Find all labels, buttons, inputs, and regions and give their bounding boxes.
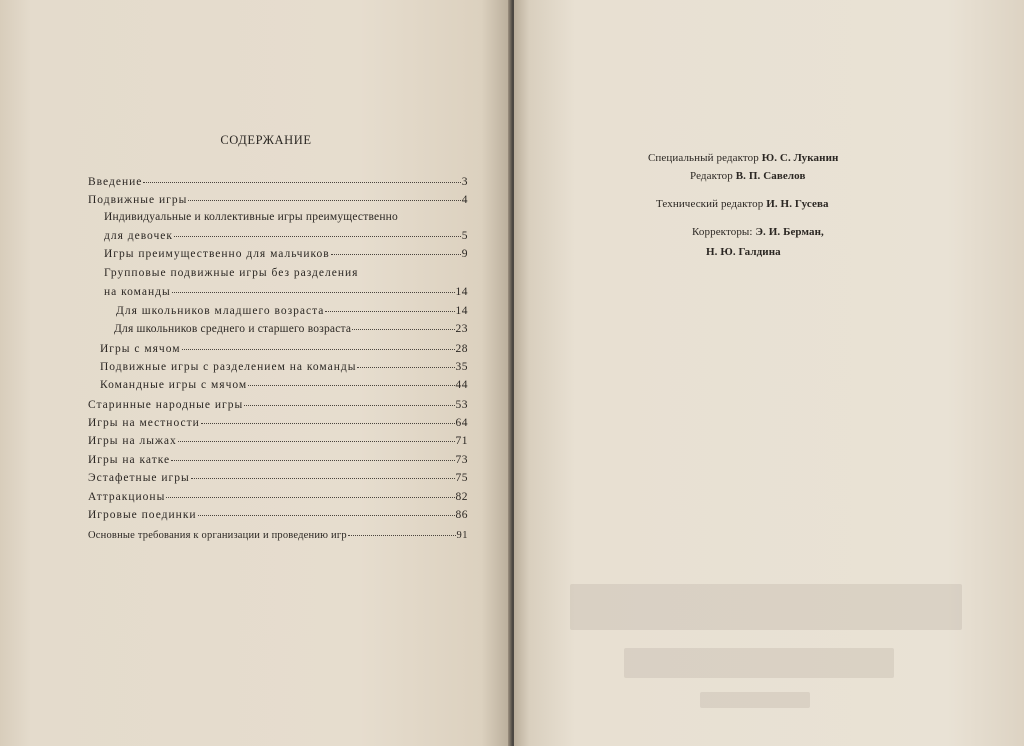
toc-entry bbox=[114, 321, 468, 335]
dot-leader bbox=[348, 525, 456, 536]
special-editor-line bbox=[648, 152, 838, 164]
toc-entry-page: 5 bbox=[461, 230, 468, 242]
toc-entry bbox=[104, 228, 468, 242]
toc-entry-label: Индивидуальные и коллективные игры преимущественно bbox=[104, 211, 398, 223]
toc-entry-label: Игры с мячом bbox=[100, 343, 181, 355]
tech-editor-line bbox=[656, 198, 829, 210]
editor-name: В. П. Савелов bbox=[735, 170, 806, 182]
dot-leader bbox=[166, 487, 454, 498]
toc-entry-page: 91 bbox=[456, 530, 468, 541]
toc-entry-label: Аттракционы bbox=[88, 491, 166, 503]
toc-entry-label: Для школьников младшего возраста bbox=[116, 305, 325, 317]
toc-entry-page: 4 bbox=[461, 194, 468, 206]
special-editor-role: Специальный редактор bbox=[648, 152, 759, 164]
toc-entry-label: Групповые подвижные игры без разделения bbox=[104, 267, 359, 279]
dot-leader bbox=[178, 431, 455, 442]
toc-entry-page: 64 bbox=[455, 417, 468, 429]
right-page bbox=[514, 0, 1024, 746]
toc-entry-page: 28 bbox=[455, 343, 468, 355]
toc-entry bbox=[88, 527, 468, 541]
proofreader-name-1: Э. И. Берман, bbox=[755, 226, 824, 238]
toc-entry-label: Подвижные игры bbox=[88, 194, 188, 206]
toc-entry bbox=[100, 377, 468, 391]
toc-entry-page: 14 bbox=[455, 305, 468, 317]
toc-entry bbox=[104, 210, 468, 224]
toc-entry-page: 3 bbox=[461, 176, 468, 188]
toc-entry-page: 35 bbox=[455, 361, 468, 373]
toc-entry-page: 14 bbox=[455, 286, 468, 298]
toc-entry-page: 82 bbox=[455, 491, 468, 503]
dot-leader bbox=[325, 301, 454, 312]
toc-entry bbox=[88, 452, 468, 466]
dot-leader bbox=[143, 172, 460, 183]
show-through-block bbox=[700, 692, 810, 708]
toc-entry-label: Подвижные игры с разделением на команды bbox=[100, 361, 357, 373]
toc-entry bbox=[88, 489, 468, 503]
toc-entry bbox=[88, 397, 468, 411]
toc-entry-label: Игровые поединки bbox=[88, 509, 197, 521]
dot-leader bbox=[198, 505, 455, 516]
toc-entry-page: 9 bbox=[461, 248, 468, 260]
toc-entry-label: Игры на местности bbox=[88, 417, 200, 429]
toc-entry bbox=[88, 507, 468, 521]
toc-entry-label: Введение bbox=[88, 176, 143, 188]
toc-entry bbox=[104, 246, 468, 260]
toc-entry-label: Игры на катке bbox=[88, 454, 171, 466]
toc-entry-label: для девочек bbox=[104, 230, 173, 242]
tech-editor-role: Технический редактор bbox=[656, 198, 764, 210]
proofreaders-line-2 bbox=[706, 246, 781, 258]
dot-leader bbox=[188, 190, 460, 201]
dot-leader bbox=[352, 319, 454, 330]
toc-entry bbox=[88, 174, 468, 188]
dot-leader bbox=[172, 282, 455, 293]
toc-entry bbox=[100, 341, 468, 355]
toc-entry-label: Старинные народные игры bbox=[88, 399, 244, 411]
toc-entry-page: 73 bbox=[455, 454, 468, 466]
show-through-block bbox=[624, 648, 894, 678]
dot-leader bbox=[182, 339, 455, 350]
editor-role: Редактор bbox=[690, 170, 733, 182]
toc-entry-page: 44 bbox=[455, 379, 468, 391]
dot-leader bbox=[357, 357, 454, 368]
special-editor-name: Ю. С. Луканин bbox=[761, 152, 839, 164]
toc-entry bbox=[100, 359, 468, 373]
toc-entry-label: Эстафетные игры bbox=[88, 472, 190, 484]
toc-title: СОДЕРЖАНИЕ bbox=[220, 133, 312, 147]
editor-line bbox=[690, 170, 806, 182]
dot-leader bbox=[331, 244, 461, 255]
toc-entry-page: 75 bbox=[455, 472, 468, 484]
toc-entry-label: Основные требования к организации и проведению игр bbox=[88, 530, 347, 541]
toc-entry bbox=[88, 470, 468, 484]
show-through-block bbox=[570, 584, 962, 630]
toc-entry bbox=[104, 284, 468, 298]
toc-entry-label: Игры на лыжах bbox=[88, 435, 177, 447]
toc-entry-label: Для школьников среднего и старшего возраста bbox=[114, 323, 352, 335]
proofreader-name-2: Н. Ю. Галдина bbox=[706, 246, 781, 258]
toc-entry-page: 53 bbox=[455, 399, 468, 411]
toc-entry bbox=[116, 303, 468, 317]
toc-entry bbox=[88, 433, 468, 447]
dot-leader bbox=[191, 468, 455, 479]
tech-editor-name: И. Н. Гусева bbox=[766, 198, 829, 210]
toc-entry-label: Командные игры с мячом bbox=[100, 379, 248, 391]
dot-leader bbox=[171, 450, 454, 461]
dot-leader bbox=[248, 375, 454, 386]
dot-leader bbox=[244, 395, 454, 406]
toc-entry bbox=[88, 415, 468, 429]
toc-entry bbox=[104, 266, 468, 280]
dot-leader bbox=[201, 413, 455, 424]
dot-leader bbox=[174, 226, 461, 237]
toc-entry bbox=[88, 192, 468, 206]
toc-entry-page: 23 bbox=[455, 323, 468, 335]
toc-entry-label: на команды bbox=[104, 286, 171, 298]
toc-entry-label: Игры преимущественно для мальчиков bbox=[104, 248, 330, 260]
toc-entry-page: 71 bbox=[455, 435, 468, 447]
proofreaders-role: Корректоры: bbox=[692, 226, 753, 238]
toc-entry-page: 86 bbox=[455, 509, 468, 521]
proofreaders-line bbox=[692, 226, 824, 238]
